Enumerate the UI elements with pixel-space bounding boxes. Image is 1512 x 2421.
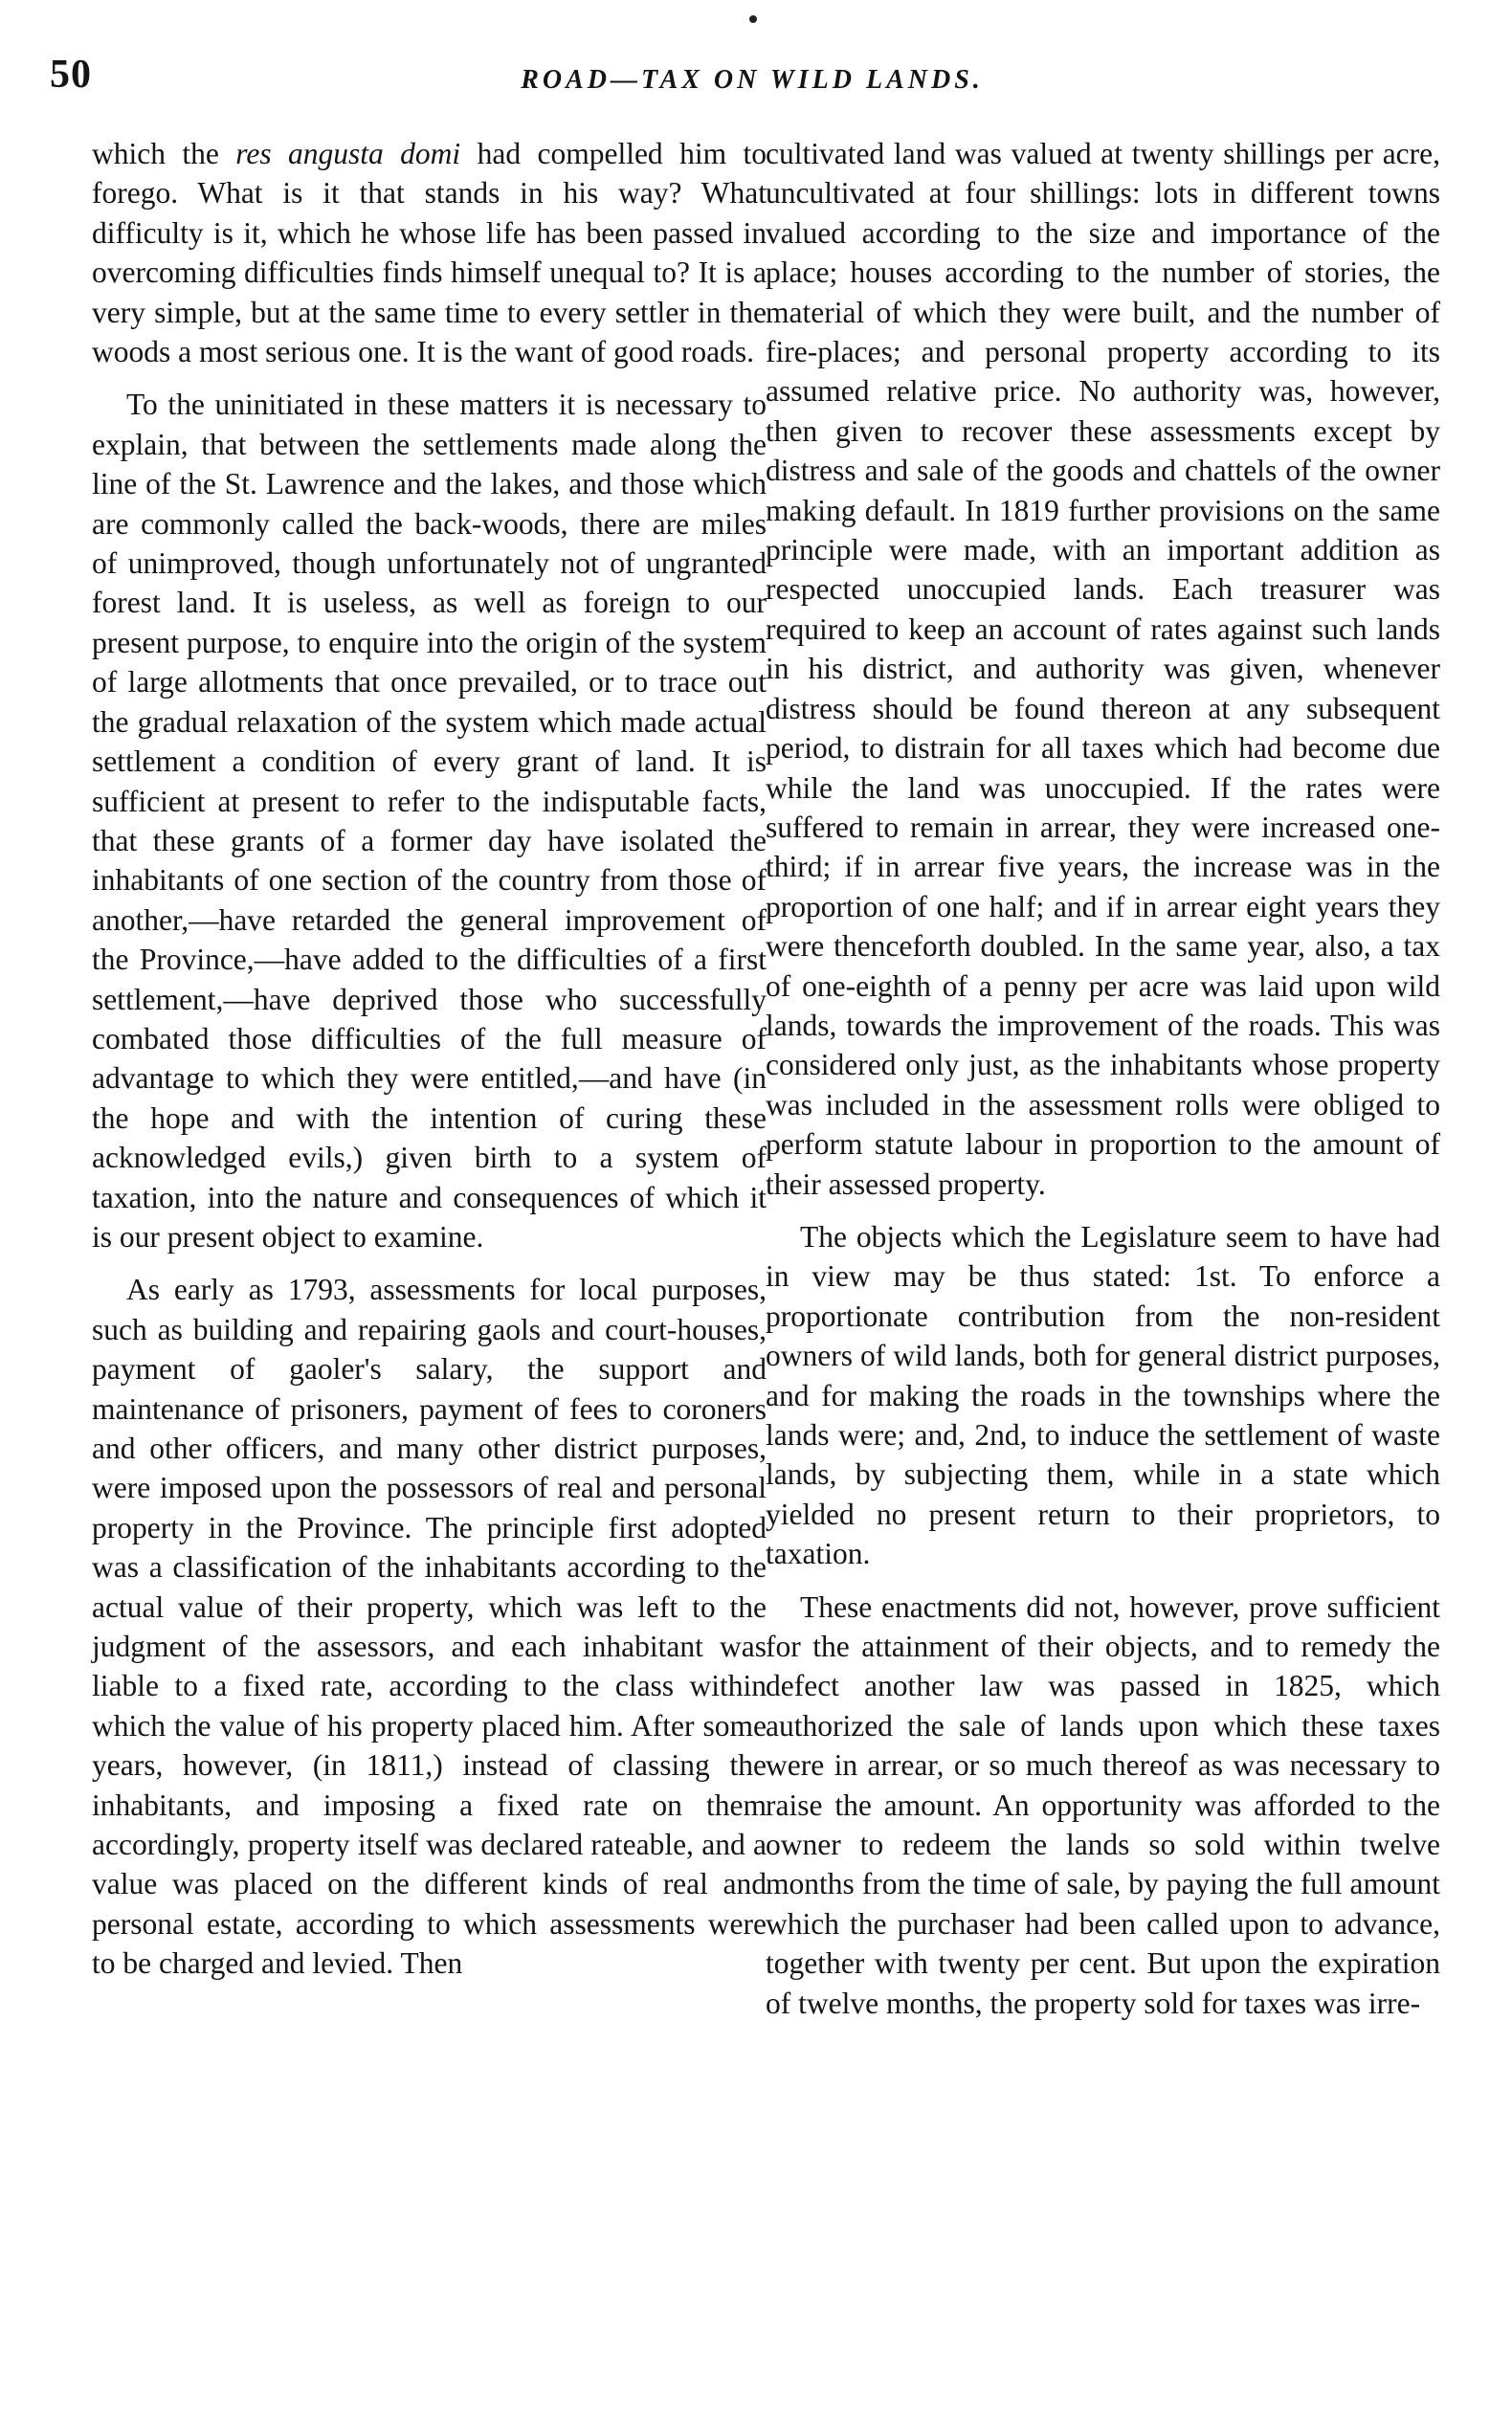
- paragraph: To the uninitiated in these matters it is necessary to explain, that between the settlements made along the line of the St. Lawrence and the lakes, and those which are commonly called the back-woods, there are miles of unimproved, though unfortunately not of ungranted forest land. It is useless, as well as foreign to our present purpose, to enquire into the origin of the system of large allotments that once prevailed, or to trace out the gradual relaxation of the system which made actual settlement a condition of every grant of land. It is sufficient at present to refer to the indisputable facts, that these grants of a former day have isolated the inhabitants of one section of the country from those of another,—have retarded the general improvement of the Province,—have added to the difficulties of a first settlement,—have deprived those who successfully combated those difficulties of the full measure of advantage to which they were entitled,—and have (in the hope and with the intention of curing these acknowledged evils,) given birth to a system of taxation, into the nature and consequences of which it is our present object to examine.: [92, 388, 767, 1254]
- latin-phrase: res angusta domi: [235, 137, 461, 170]
- paragraph: The objects which the Legislature seem to have had in view may be thus stated: 1st. To enforce a proportionate contribution from the non-resident owners of wild lands, both for general district purposes, and for making the roads in the townships where the lands were; and, 2nd, to induce the settlement of waste lands, by subjecting them, while in a state which yielded no present return to their proprietors, to taxation.: [766, 1219, 1440, 1571]
- paragraph-text: had compelled him to forego. What is it that stands in his way? What difficulty is it, which he whose life has been passed in overcoming difficulties finds himself unequal to? It is a very simple, but at the same time to every settler in the woods a most serious one. It is the want of good roads.: [92, 137, 767, 369]
- page-header: [50, 52, 1455, 109]
- ink-dot: [749, 15, 757, 23]
- page-number: 50: [50, 53, 92, 97]
- paragraph: These enactments did not, however, prove sufficient for the attainment of their objects, and to remedy the defect another law was passed in 1825, which authorized the sale of lands upon which these taxes were in arrear, or so much thereof as was necessary to raise the amount. An opportunity was afforded to the owner to redeem the lands so sold within twelve months from the time of sale, by paying the full amount which the purchaser had been called upon to advance, together with twenty per cent. But upon the expiration of twelve months, the property sold for taxes was irre-: [766, 1589, 1440, 2020]
- right-column: [766, 134, 1440, 2036]
- paragraph-text: which the: [92, 137, 236, 170]
- left-column: [92, 134, 767, 1997]
- paragraph: cultivated land was valued at twenty shillings per acre, uncultivated at four shillings: lots in different towns valued according to the size and importance of the place; houses according to the number of stories, the material of which they were built, and the number of fire-places; and personal property according to its assumed relative price. No authority was, however, then given to recover these assessments except by distress and sale of the goods and chattels of the owner making default. In 1819 further provisions on the same principle were made, with an important addition as respected unoccupied lands. Each treasurer was required to keep an account of rates against such lands in his district, and authority was given, whenever distress should be found thereon at any subsequent period, to distrain for all taxes which had become due while the land was unoccupied. If the rates were suffered to remain in arrear, they were increased one-third; if in arrear five years, the increase was in the proportion of one half; and if in arrear eight years they were thenceforth doubled. In the same year, also, a tax of one-eighth of a penny per acre was laid upon wild lands, towards the improvement of the roads. This was considered only just, as the inhabitants whose property was included in the assessment rolls were obliged to perform statute labour in proportion to the amount of their assessed property.: [766, 137, 1440, 1201]
- paragraph: [92, 134, 767, 371]
- running-title: ROAD—TAX ON WILD LANDS.: [521, 65, 984, 95]
- paragraph: As early as 1793, assessments for local purposes, such as building and repairing gaols and court-houses, payment of gaoler's salary, the support and maintenance of prisoners, payment of fees to coroners and other officers, and many other district purposes, were imposed upon the possessors of real and personal property in the Province. The principle first adopted was a classification of the inhabitants according to the actual value of their property, which was left to the judgment of the assessors, and each inhabitant was liable to a fixed rate, according to the class within which the value of his property placed him. After some years, however, (in 1811,) instead of classing the inhabitants, and imposing a fixed rate on them accordingly, property itself was declared rateable, and a value was placed on the different kinds of real and personal estate, according to which assessments were to be charged and levied. Then: [92, 1273, 767, 1981]
